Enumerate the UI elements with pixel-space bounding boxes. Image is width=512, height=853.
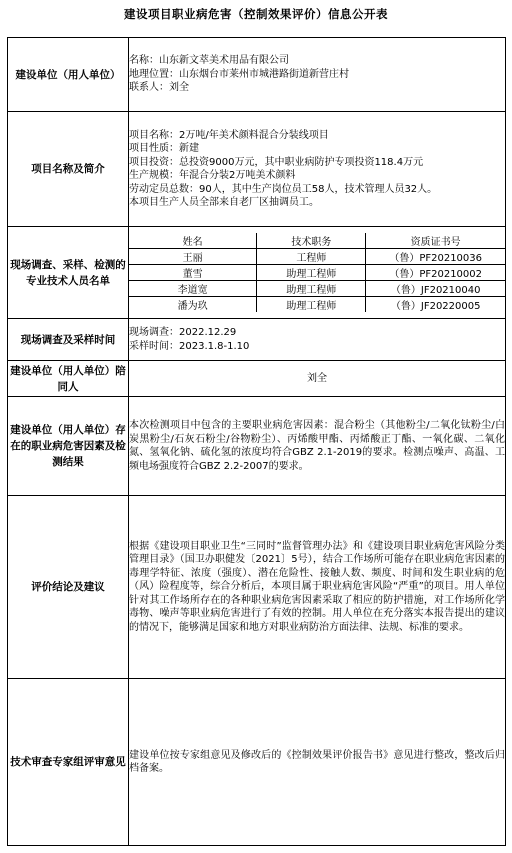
row-project [8,112,506,227]
staff-title: 工程师 [257,249,366,265]
row-unit [8,38,506,112]
staff-title: 助理工程师 [257,281,366,297]
unit-info [129,38,506,112]
row-review [8,679,506,846]
staff-header-row [129,233,505,249]
row-hazards [8,397,506,496]
project-name: 项目名称：2万吨/年美术颜料混合分装线项目 [129,129,329,141]
staff-name: 董雪 [129,265,257,281]
table-row [129,281,505,297]
sampling-date: 采样时间：2023.1.8-1.10 [129,340,250,352]
staff-cert: （鲁）PF20210002 [366,265,505,281]
staff-cell [129,227,506,319]
table-row [129,249,505,265]
staff-header-name: 姓名 [129,233,257,249]
conclusion-label: 评价结论及建议 [8,496,129,679]
staff-name: 李道宽 [129,281,257,297]
table-row [129,297,505,313]
project-staffing: 劳动定员总数：90人，其中生产岗位员工58人，技术管理人员32人。 [129,183,438,195]
staff-name: 王丽 [129,249,257,265]
project-staff-source: 本项目生产人员全部来自老厂区抽调员工。 [129,197,319,208]
unit-label: 建设单位（用人单位） [8,38,129,112]
unit-contact: 联系人：刘全 [129,82,189,94]
conclusion-cell [129,496,506,679]
row-survey [8,319,506,361]
survey-date: 现场调查：2022.12.29 [129,327,237,338]
review-text: 建设单位按专家组意见及修改后的《控制效果评价报告书》意见进行整改，整改后归档备案。 [129,749,505,774]
survey-info [129,319,506,361]
staff-table [129,233,505,312]
staff-title: 助理工程师 [257,297,366,313]
staff-name: 潘为玖 [129,297,257,313]
row-staff [8,227,506,319]
staff-cert: （鲁）JF20210040 [366,281,505,297]
staff-header-title: 技术职务 [257,233,366,249]
staff-cert: （鲁）PF20210036 [366,249,505,265]
project-investment: 项目投资：总投资9000万元，其中职业病防护专项投资118.4万元 [129,156,424,168]
escort-label: 建设单位（用人单位）陪同人 [8,361,129,397]
hazards-text: 本次检测项目中包含的主要职业病危害因素：混合粉尘（其他粉尘/二氧化钛粉尘/白炭黑粉尘/石灰石粉尘/谷物粉尘）、丙烯酸甲酯、丙烯酸正丁酯、一氧化碳、二氧化氮、氢氧化钠、硫化氢的浓度均符合GBZ 2.1-2019的要求。检测点噪声、高温、工频电场强度符合GBZ 2.2-2007的要求。 [129,420,505,472]
unit-location: 地理位置：山东烟台市莱州市城港路街道新营庄村 [129,68,349,80]
page-title: 建设项目职业病危害（控制效果评价）信息公开表 [124,7,388,21]
staff-label: 现场调查、采样、检测的专业技术人员名单 [8,227,129,319]
conclusion-text: 根据《建设项目职业卫生“三同时”监督管理办法》和《建设项目职业病危害风险分类管理目录》（国卫办职健发〔2021〕5号），结合工作场所可能存在职业病危害因素的毒理学特征、浓度（强度）、潜在危险性、接触人数、频度、时间和发生职业病的危（风）险程度等，综合分析后，本项目属于职业病危害风险“严重”的项目。用人单位针对其工作场所存在的各种职业病危害因素采取了相应的防护措施，对工作场所化学毒物、噪声等职业病危害进行了有效的控制。用人单位在充分落实本报告提出的建议的情况下，能够满足国家和地方对职业病防治方面法律、法规、标准的要求。 [129,540,505,633]
row-escort [8,361,506,397]
project-nature: 项目性质：新建 [129,143,199,154]
project-info [129,112,506,227]
row-conclusion [8,496,506,679]
staff-cert: （鲁）JF20220005 [366,297,505,313]
escort-value: 刘全 [129,361,506,397]
survey-label: 现场调查及采样时间 [8,319,129,361]
staff-header-cert: 资质证书号 [366,233,505,249]
project-label: 项目名称及简介 [8,112,129,227]
project-scale: 生产规模：年混合分装2万吨美术颜料 [129,170,296,181]
review-cell [129,679,506,846]
table-row [129,265,505,281]
hazards-cell [129,397,506,496]
hazards-label: 建设单位（用人单位）存在的职业病危害因素及检测结果 [8,397,129,496]
staff-title: 助理工程师 [257,265,366,281]
info-table [7,37,506,846]
unit-name: 名称：山东新文萃美术用品有限公司 [129,55,289,67]
review-label: 技术审查专家组评审意见 [8,679,129,846]
